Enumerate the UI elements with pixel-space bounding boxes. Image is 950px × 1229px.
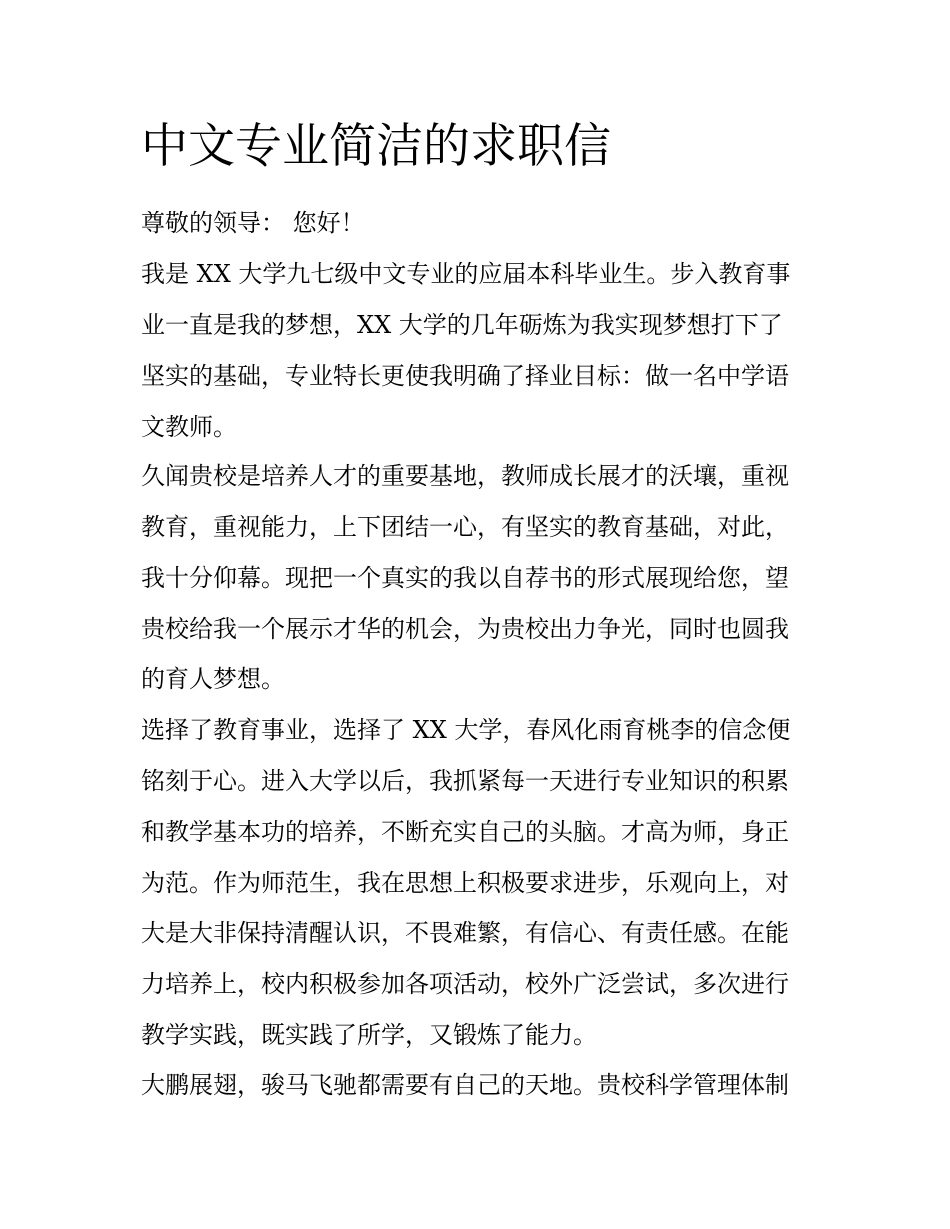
- body-text-line: 我十分仰幕。现把一个真实的我以自荐书的形式展现给您，望: [141, 564, 789, 592]
- greeting-line: 尊敬的领导： 您好！: [141, 209, 365, 237]
- body-text-line: 久闻贵校是培养人才的重要基地，教师成长展才的沃壤，重视: [141, 462, 789, 490]
- body-text-line: 业一直是我的梦想，XX 大学的几年砺炼为我实现梦想打下了: [141, 311, 783, 339]
- body-text-line: 和教学基本功的培养，不断充实自己的头脑。才高为师，身正: [141, 818, 789, 846]
- body-text-line: 坚实的基础，专业特长更使我明确了择业目标：做一名中学语: [141, 362, 789, 390]
- body-text-line: 大鹏展翅，骏马飞驰都需要有自己的天地。贵校科学管理体制: [141, 1071, 789, 1099]
- body-text-line: 教学实践，既实践了所学，又锻炼了能力。: [141, 1021, 597, 1049]
- body-text-line: 选择了教育事业，选择了 XX 大学，春风化雨育桃李的信念便: [141, 716, 791, 744]
- body-text-line: 的育人梦想。: [141, 665, 285, 693]
- body-text-line: 大是大非保持清醒认识，不畏难繁，有信心、有责任感。在能: [141, 919, 789, 947]
- body-text-line: 我是 XX 大学九七级中文专业的应届本科毕业生。步入教育事: [141, 260, 791, 288]
- document-title: 中文专业简洁的求职信: [141, 119, 611, 174]
- body-text-line: 贵校给我一个展示才华的机会，为贵校出力争光，同时也圆我: [141, 615, 789, 643]
- body-text-line: 文教师。: [141, 413, 237, 441]
- body-text-line: 铭刻于心。进入大学以后，我抓紧每一天进行专业知识的积累: [141, 767, 789, 795]
- body-text-line: 为范。作为师范生，我在思想上积极要求进步，乐观向上，对: [141, 869, 789, 897]
- body-text-line: 教育，重视能力，上下团结一心，有坚实的教育基础，对此，: [141, 513, 789, 541]
- body-text-line: 力培养上，校内积极参加各项活动，校外广泛尝试，多次进行: [141, 970, 789, 998]
